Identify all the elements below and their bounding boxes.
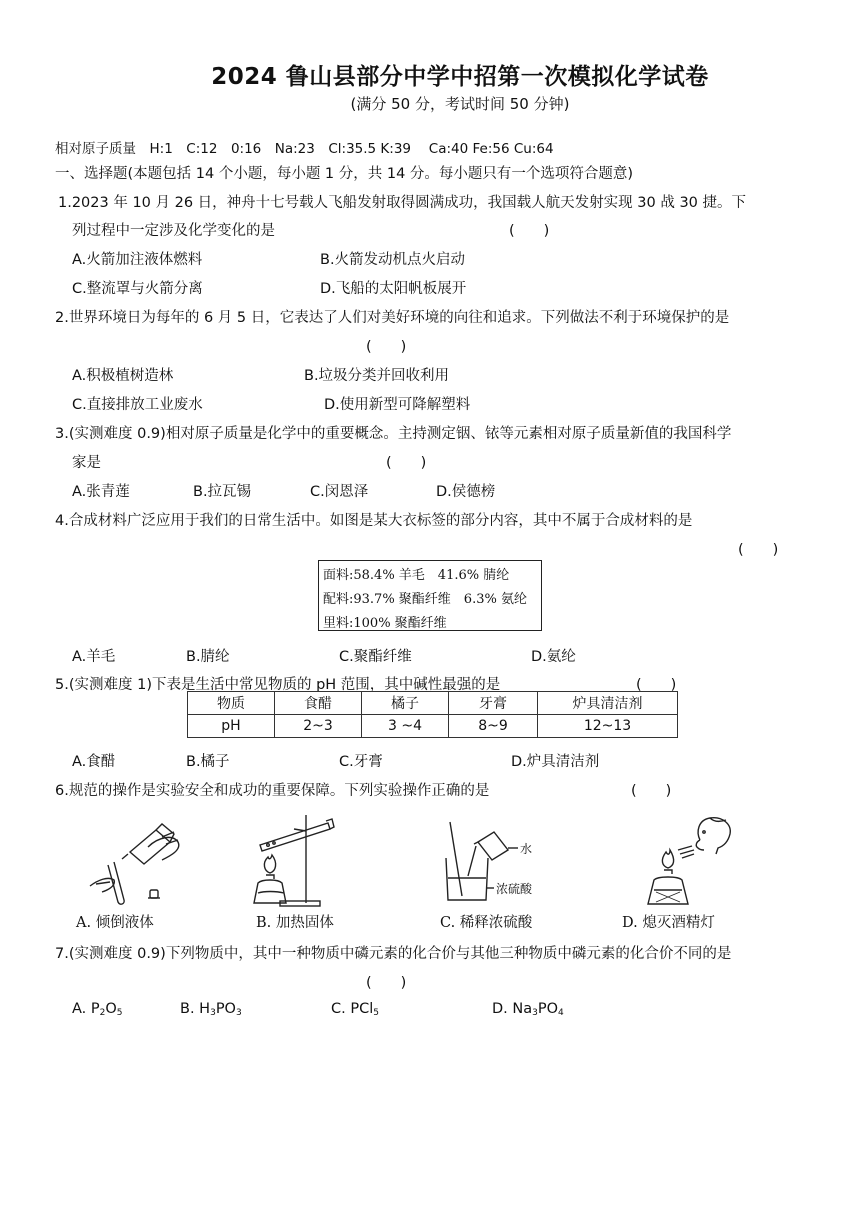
- q6-stem-line1: 6.规范的操作是实验安全和成功的重要保障。下列实验操作正确的是: [55, 783, 490, 799]
- q2-stem-line1: 2.世界环境日为每年的 6 月 5 日，它表达了人们对美好环境的向往和追求。下列做法不利于环境保护的是: [55, 310, 730, 326]
- q2-option-a[interactable]: A.积极植树造林: [72, 368, 174, 384]
- pouring-liquid-illustration[interactable]: [78, 812, 188, 912]
- q2-option-d[interactable]: D.使用新型可降解塑料: [324, 397, 471, 413]
- table-row: [188, 692, 678, 715]
- q1-stem-line2: 列过程中一定涉及化学变化的是: [72, 223, 275, 239]
- q7-option-c[interactable]: [331, 1001, 379, 1018]
- q1-option-d[interactable]: D.飞船的太阳帆板展开: [320, 281, 467, 297]
- q7-answer-blank[interactable]: ( ): [366, 975, 407, 991]
- q4-option-d[interactable]: D.氨纶: [531, 649, 576, 665]
- subscript: 3: [532, 1008, 538, 1018]
- formula-text: A. P: [72, 1001, 100, 1017]
- formula-text: B. H: [180, 1001, 211, 1017]
- subscript: 4: [558, 1008, 564, 1018]
- q2-option-c[interactable]: C.直接排放工业废水: [72, 397, 203, 413]
- q1-option-c[interactable]: C.整流罩与火箭分离: [72, 281, 203, 297]
- heating-solid-illustration[interactable]: [240, 805, 340, 910]
- label-row-fabric: 面料:58.4% 羊毛 41.6% 腈纶: [323, 568, 510, 583]
- q4-option-b[interactable]: B.腈纶: [186, 649, 230, 665]
- table-cell: 8~9: [449, 715, 538, 738]
- q1-option-b[interactable]: B.火箭发动机点火启动: [320, 252, 466, 268]
- q1-stem-line1: 1.2023 年 10 月 26 日，神舟十七号载人飞船发射取得圆满成功，我国载人航天发射实现 30 战 30 捷。下: [58, 195, 747, 211]
- q5-option-a[interactable]: A.食醋: [72, 754, 116, 770]
- subscript: 3: [210, 1008, 216, 1018]
- q5-option-c[interactable]: C.牙膏: [339, 754, 383, 770]
- q3-option-a[interactable]: A.张青莲: [72, 484, 130, 500]
- page-title: 2024 鲁山县部分中学中招第一次模拟化学试卷: [211, 64, 709, 90]
- figure-a-caption: A. 倾倒液体: [76, 915, 154, 931]
- section-title: 一、选择题(本题包括 14 个小题，每小题 1 分，共 14 分。每小题只有一个选项符合题意): [55, 166, 634, 182]
- q3-answer-blank[interactable]: ( ): [386, 455, 427, 471]
- q3-stem-line1: 3.(实测难度 0.9)相对原子质量是化学中的重要概念。主持测定铟、铱等元素相对原子质量新值的我国科学: [55, 426, 732, 442]
- blowing-out-lamp-illustration[interactable]: [640, 810, 740, 908]
- formula-text: PO: [215, 1001, 236, 1017]
- table-row: [188, 715, 678, 738]
- q1-answer-blank[interactable]: ( ): [509, 223, 550, 239]
- formula-text: C. PCl: [331, 1001, 374, 1017]
- q3-option-b[interactable]: B.拉瓦锡: [193, 484, 252, 500]
- table-cell: 2~3: [275, 715, 362, 738]
- subscript: 5: [116, 1008, 123, 1018]
- q6-answer-blank[interactable]: ( ): [631, 783, 672, 799]
- q3-option-d[interactable]: D.侯德榜: [436, 484, 496, 500]
- subscript: 5: [373, 1008, 379, 1018]
- atomic-masses: 相对原子质量 H:1 C:12 0:16 Na:23 Cl:35.5 K:39 Ca:40 Fe:56 Cu:64: [55, 141, 554, 157]
- q5-answer-blank[interactable]: ( ): [636, 677, 677, 693]
- q4-answer-blank[interactable]: ( ): [738, 542, 779, 558]
- q2-option-b[interactable]: B.垃圾分类并回收利用: [304, 368, 450, 384]
- table-header-cell: 牙膏: [449, 692, 538, 715]
- clothing-label: [318, 560, 542, 631]
- table-header-cell: 物质: [188, 692, 275, 715]
- q4-option-c[interactable]: C.聚酯纤维: [339, 649, 412, 665]
- label-row-lining: 里料:100% 聚酯纤维: [323, 616, 447, 631]
- q7-option-a[interactable]: [72, 1001, 123, 1018]
- q3-option-c[interactable]: C.闵恩泽: [310, 484, 369, 500]
- formula-text: D. Na: [492, 1001, 533, 1017]
- q1-option-a[interactable]: A.火箭加注液体燃料: [72, 252, 203, 268]
- q5-option-d[interactable]: D.炉具清洁剂: [511, 754, 600, 770]
- q4-stem-line1: 4.合成材料广泛应用于我们的日常生活中。如图是某大衣标签的部分内容，其中不属于合成材料的是: [55, 513, 693, 529]
- acid-label: 浓硫酸: [496, 882, 533, 896]
- label-row-accessory: 配料:93.7% 聚酯纤维 6.3% 氨纶: [323, 592, 527, 607]
- exam-info: (满分 50 分，考试时间 50 分钟): [350, 95, 570, 113]
- q5-option-b[interactable]: B.橘子: [186, 754, 230, 770]
- q4-option-a[interactable]: A.羊毛: [72, 649, 116, 665]
- q2-answer-blank[interactable]: ( ): [366, 339, 407, 355]
- table-cell: 12~13: [538, 715, 678, 738]
- water-label: 水: [520, 842, 533, 856]
- formula-text: PO: [537, 1001, 559, 1017]
- table-header-cell: 食醋: [275, 692, 362, 715]
- table-cell: pH: [188, 715, 275, 738]
- q7-option-d[interactable]: [492, 1001, 564, 1018]
- figure-b-caption: B. 加热固体: [256, 915, 334, 931]
- subscript: 2: [99, 1008, 106, 1018]
- formula-text: O: [105, 1001, 117, 1017]
- table-header-cell: 炉具清洁剂: [538, 692, 678, 715]
- figure-c-caption: C. 稀释浓硫酸: [440, 915, 533, 931]
- q7-option-b[interactable]: [180, 1001, 242, 1018]
- q3-stem-line2: 家是: [72, 455, 101, 471]
- q7-stem-line1: 7.(实测难度 0.9)下列物质中，其中一种物质中磷元素的化合价与其他三种物质中磷元素的化合价不同的是: [55, 946, 732, 962]
- q5-stem-line1: 5.(实测难度 1)下表是生活中常见物质的 pH 范围，其中碱性最强的是: [55, 677, 501, 693]
- subscript: 3: [235, 1008, 242, 1018]
- figure-d-caption: D. 熄灭酒精灯: [622, 915, 715, 931]
- table-cell: 3 ~4: [362, 715, 449, 738]
- ph-table: [187, 691, 678, 738]
- table-header-cell: 橘子: [362, 692, 449, 715]
